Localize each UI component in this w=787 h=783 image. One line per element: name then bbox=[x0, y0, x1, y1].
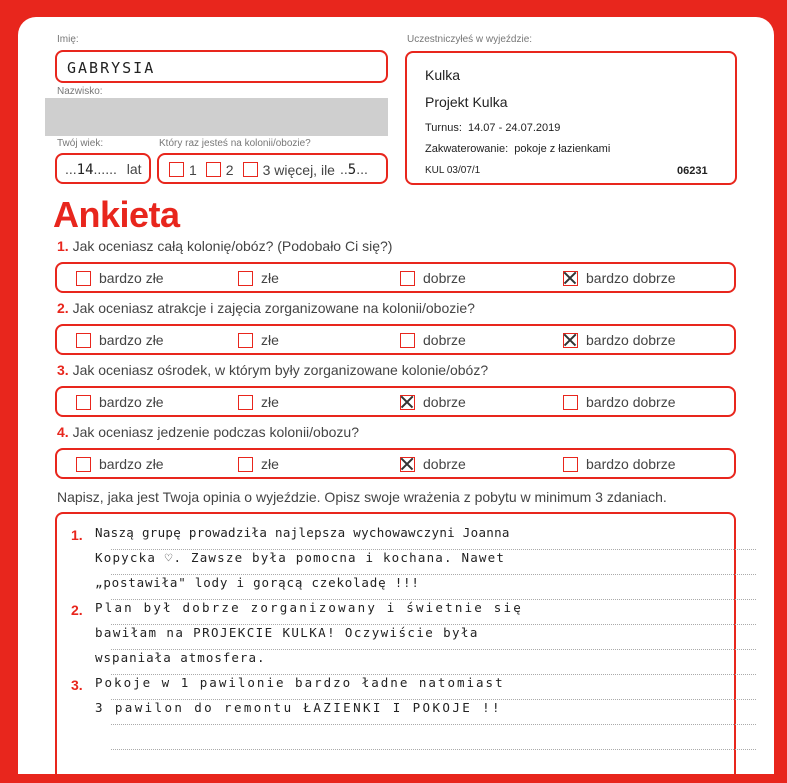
q3-checkbox-good[interactable] bbox=[400, 395, 415, 410]
age-unit: lat bbox=[126, 161, 142, 177]
times-option-1: 1 bbox=[189, 161, 197, 178]
q4-checkbox-very-good[interactable] bbox=[563, 457, 578, 472]
q1-option-very-bad: bardzo złe bbox=[99, 270, 164, 286]
answer-2-line-1: Plan był dobrze zorganizowany i świetnie się bbox=[95, 600, 523, 615]
opinion-box[interactable] bbox=[55, 512, 736, 774]
q4-option-good: dobrze bbox=[423, 456, 466, 472]
q2-option-very-bad: bardzo złe bbox=[99, 332, 164, 348]
writing-line bbox=[111, 749, 756, 750]
q4-option-very-bad: bardzo złe bbox=[99, 456, 164, 472]
age-dots-before: ... bbox=[65, 161, 77, 177]
age-value: 14 bbox=[76, 162, 94, 178]
times-label: Który raz jesteś na kolonii/obozie? bbox=[159, 138, 311, 149]
question-3-text: Jak oceniasz ośrodek, w którym były zorganizowane kolonie/obóz? bbox=[72, 362, 489, 378]
q2-option-bad: złe bbox=[261, 332, 279, 348]
q2-checkbox-very-good[interactable] bbox=[563, 333, 578, 348]
trip-accommodation bbox=[425, 143, 610, 155]
trip-info-box bbox=[405, 51, 737, 185]
q1-checkbox-bad[interactable] bbox=[238, 271, 253, 286]
question-1-text: Jak oceniasz całą kolonię/obóz? (Podobało Ci się?) bbox=[72, 238, 393, 254]
question-4-num: 4. bbox=[57, 424, 69, 440]
answer-3-line-2: 3 pawilon do remontu ŁAZIENKI I POKOJE !! bbox=[95, 700, 502, 715]
q4-checkbox-bad[interactable] bbox=[238, 457, 253, 472]
answer-3-line-1: Pokoje w 1 pawilonie bardzo ładne natomiast bbox=[95, 675, 505, 690]
age-dots-after: ...... bbox=[93, 161, 117, 177]
q1-option-bad: złe bbox=[261, 270, 279, 286]
page-title: Ankieta bbox=[53, 194, 180, 235]
q4-option-very-good: bardzo dobrze bbox=[586, 456, 676, 472]
trip-turnus bbox=[425, 122, 560, 134]
question-1-options bbox=[55, 262, 736, 293]
q1-checkbox-very-bad[interactable] bbox=[76, 271, 91, 286]
answer-2-line-2: bawiłam na PROJEKCIE KULKA! Oczywiście była bbox=[95, 625, 479, 640]
accommodation-value: pokoje z łazienkami bbox=[514, 143, 611, 155]
q1-option-very-good: bardzo dobrze bbox=[586, 270, 676, 286]
times-field bbox=[157, 153, 388, 184]
trip-project: Projekt Kulka bbox=[425, 94, 508, 110]
question-4-options bbox=[55, 448, 736, 479]
writing-line bbox=[111, 724, 756, 725]
q1-checkbox-very-good[interactable] bbox=[563, 271, 578, 286]
answer-1-line-3: „postawiła" lody i gorącą czekoladę !!! bbox=[95, 575, 420, 590]
answer-2-num: 2. bbox=[71, 602, 83, 618]
times-checkbox-2[interactable] bbox=[206, 162, 221, 177]
times-checkbox-3[interactable] bbox=[243, 162, 258, 177]
answer-1-line-1: Naszą grupę prowadziła najlepsza wychowawczyni Joanna bbox=[95, 525, 510, 540]
question-3-num: 3. bbox=[57, 362, 69, 378]
question-3 bbox=[57, 362, 488, 378]
q4-checkbox-very-bad[interactable] bbox=[76, 457, 91, 472]
question-2 bbox=[57, 300, 475, 316]
q3-option-very-bad: bardzo złe bbox=[99, 394, 164, 410]
question-1 bbox=[57, 238, 392, 254]
times-count-value: 5 bbox=[347, 162, 357, 178]
trip-label: Uczestniczyłeś w wyjeździe: bbox=[407, 34, 533, 45]
survey-sheet bbox=[18, 17, 774, 774]
q2-checkbox-bad[interactable] bbox=[238, 333, 253, 348]
q3-option-good: dobrze bbox=[423, 394, 466, 410]
question-2-text: Jak oceniasz atrakcje i zajęcia zorganizowane na kolonii/obozie? bbox=[72, 300, 475, 316]
opinion-prompt: Napisz, jaka jest Twoja opinia o wyjeździe. Opisz swoje wrażenia z pobytu w minimum 3 zdaniach. bbox=[57, 489, 667, 505]
last-name-redaction bbox=[45, 98, 388, 136]
turnus-value: 14.07 - 24.07.2019 bbox=[468, 122, 561, 134]
q3-option-very-good: bardzo dobrze bbox=[586, 394, 676, 410]
answer-3-num: 3. bbox=[71, 677, 83, 693]
trip-code: KUL 03/07/1 bbox=[425, 165, 481, 176]
q2-checkbox-very-bad[interactable] bbox=[76, 333, 91, 348]
age-text bbox=[65, 161, 142, 178]
q3-checkbox-very-good[interactable] bbox=[563, 395, 578, 410]
first-name-field[interactable] bbox=[55, 50, 388, 83]
times-checkbox-1[interactable] bbox=[169, 162, 184, 177]
first-name-value: GABRYSIA bbox=[67, 59, 156, 77]
times-dots-before: .. bbox=[339, 161, 348, 177]
question-4-text: Jak oceniasz jedzenie podczas kolonii/obozu? bbox=[72, 424, 359, 440]
q1-option-good: dobrze bbox=[423, 270, 466, 286]
q2-checkbox-good[interactable] bbox=[400, 333, 415, 348]
age-field[interactable] bbox=[55, 153, 151, 184]
times-count-text bbox=[340, 161, 368, 178]
times-option-3: 3 więcej, ile bbox=[262, 161, 335, 178]
q1-checkbox-good[interactable] bbox=[400, 271, 415, 286]
q3-checkbox-bad[interactable] bbox=[238, 395, 253, 410]
q4-checkbox-good[interactable] bbox=[400, 457, 415, 472]
q4-option-bad: złe bbox=[261, 456, 279, 472]
trip-name: Kulka bbox=[425, 67, 461, 83]
age-label: Twój wiek: bbox=[57, 138, 104, 149]
q2-option-very-good: bardzo dobrze bbox=[586, 332, 676, 348]
turnus-label: Turnus: bbox=[425, 122, 462, 134]
question-1-num: 1. bbox=[57, 238, 69, 254]
q3-checkbox-very-bad[interactable] bbox=[76, 395, 91, 410]
answer-2-line-3: wspaniała atmosfera. bbox=[95, 650, 266, 665]
answer-1-line-2: Kopycka ♡. Zawsze była pomocna i kochana. Nawet bbox=[95, 550, 506, 565]
question-2-num: 2. bbox=[57, 300, 69, 316]
first-name-label: Imię: bbox=[57, 34, 79, 45]
q3-option-bad: złe bbox=[261, 394, 279, 410]
question-3-options bbox=[55, 386, 736, 417]
trip-number: 06231 bbox=[677, 165, 708, 177]
question-2-options bbox=[55, 324, 736, 355]
accommodation-label: Zakwaterowanie: bbox=[425, 143, 509, 155]
q2-option-good: dobrze bbox=[423, 332, 466, 348]
question-4 bbox=[57, 424, 359, 440]
times-dots-after: ... bbox=[356, 161, 368, 177]
answer-1-num: 1. bbox=[71, 527, 83, 543]
last-name-label: Nazwisko: bbox=[57, 86, 103, 97]
times-option-2: 2 bbox=[225, 161, 234, 178]
